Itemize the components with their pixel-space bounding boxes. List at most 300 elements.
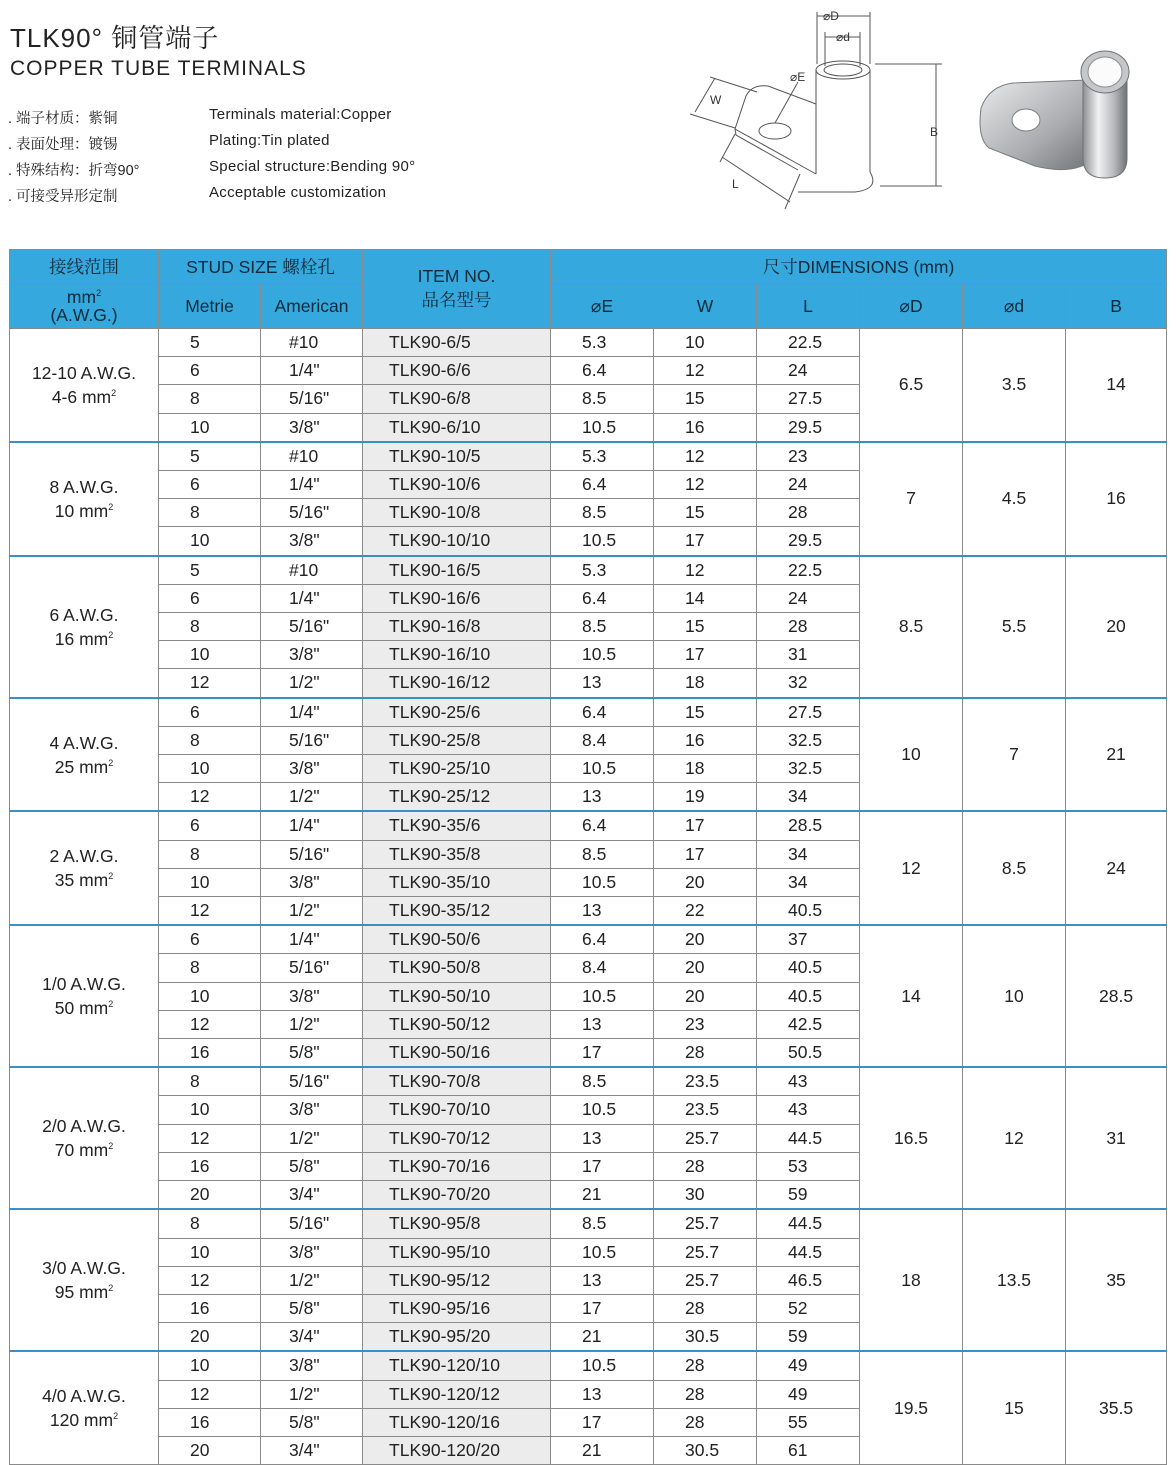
feature-en-custom: Acceptable customization [209, 184, 387, 201]
cell-item-no: TLK90-10/8 [363, 499, 551, 527]
cell-L: 22.5 [757, 329, 860, 357]
cell-dia-D: 18 [860, 1209, 963, 1351]
cell-metric: 5 [159, 556, 261, 585]
header-range: 接线范围 [10, 250, 159, 284]
cell-metric: 8 [159, 613, 261, 641]
cell-american: 1/4" [261, 698, 363, 727]
range-mm: 120 mm [49, 1410, 114, 1431]
cell-metric: 8 [159, 954, 261, 982]
cell-american: 5/16" [261, 1067, 363, 1096]
header-range-sup: 2 [96, 288, 102, 298]
header-metric: Metrie [159, 284, 261, 329]
cell-american: 3/4" [261, 1436, 363, 1464]
cell-L: 40.5 [757, 954, 860, 982]
cell-B: 35 [1066, 1209, 1167, 1351]
cell-W: 16 [654, 413, 757, 442]
range-awg: 4/0 A.W.G. [42, 1386, 126, 1407]
table-row [10, 811, 1167, 840]
cell-W: 12 [654, 471, 757, 499]
range-awg: 1/0 A.W.G. [42, 974, 126, 995]
cell-L: 28 [757, 499, 860, 527]
cell-dia-d: 3.5 [963, 329, 1066, 442]
cell-item-no: TLK90-6/5 [363, 329, 551, 357]
range-mm: 50 mm [54, 998, 109, 1019]
cell-dia-E: 6.4 [551, 698, 654, 727]
cell-W: 25.7 [654, 1266, 757, 1294]
cell-dia-d: 10 [963, 925, 1066, 1067]
range-awg: 4 A.W.G. [49, 732, 119, 753]
range-mm: 25 mm [54, 756, 109, 777]
cell-dia-D: 14 [860, 925, 963, 1067]
cell-dia-d: 4.5 [963, 442, 1066, 556]
cell-item-no: TLK90-70/8 [363, 1067, 551, 1096]
cell-L: 44.5 [757, 1124, 860, 1152]
cell-metric: 10 [159, 413, 261, 442]
range-mm: 16 mm [54, 628, 109, 649]
header-W: W [654, 284, 757, 329]
cell-metric: 20 [159, 1323, 261, 1352]
header-range-mm: mm [66, 287, 97, 307]
diagram-label-B: B [930, 125, 939, 139]
header-item-cn: 品名型号 [421, 290, 492, 310]
cell-metric: 10 [159, 527, 261, 556]
cell-B: 20 [1066, 556, 1167, 698]
feature-en-structure: Special structure:Bending 90° [209, 158, 416, 175]
cell-B: 35.5 [1066, 1351, 1167, 1464]
cell-item-no: TLK90-70/16 [363, 1152, 551, 1180]
cell-american: 3/8" [261, 413, 363, 442]
cell-range [10, 698, 159, 812]
table-row [10, 698, 1167, 727]
cell-W: 17 [654, 811, 757, 840]
cell-american: 3/8" [261, 641, 363, 669]
cell-B: 16 [1066, 442, 1167, 556]
range-mm-line [10, 755, 158, 779]
cell-american: 3/8" [261, 1238, 363, 1266]
cell-L: 32 [757, 669, 860, 698]
terminal-dimension-diagram [680, 4, 950, 226]
range-mm: 35 mm [54, 870, 109, 891]
cell-dia-E: 8.5 [551, 1067, 654, 1096]
cell-dia-E: 8.4 [551, 954, 654, 982]
cell-W: 18 [654, 669, 757, 698]
cell-dia-E: 13 [551, 669, 654, 698]
cell-L: 29.5 [757, 413, 860, 442]
header-item-no [363, 250, 551, 329]
cell-range [10, 925, 159, 1067]
range-mm-line [10, 868, 158, 892]
range-mm-line [10, 996, 158, 1020]
cell-dia-D: 16.5 [860, 1067, 963, 1209]
cell-W: 28 [654, 1380, 757, 1408]
cell-item-no: TLK90-120/20 [363, 1436, 551, 1464]
cell-W: 20 [654, 954, 757, 982]
cell-L: 59 [757, 1323, 860, 1352]
cell-dia-E: 6.4 [551, 925, 654, 954]
cell-W: 25.7 [654, 1238, 757, 1266]
cell-american: 5/16" [261, 1209, 363, 1238]
cell-dia-D: 12 [860, 811, 963, 925]
cell-dia-E: 5.3 [551, 442, 654, 471]
range-awg: 8 A.W.G. [49, 476, 119, 497]
cell-item-no: TLK90-16/8 [363, 613, 551, 641]
cell-american: 5/8" [261, 1408, 363, 1436]
cell-item-no: TLK90-120/12 [363, 1380, 551, 1408]
cell-metric: 10 [159, 868, 261, 896]
cell-W: 12 [654, 442, 757, 471]
cell-dia-E: 10.5 [551, 527, 654, 556]
cell-W: 30 [654, 1181, 757, 1210]
cell-metric: 16 [159, 1039, 261, 1068]
range-awg: 6 A.W.G. [49, 604, 119, 625]
cell-L: 43 [757, 1096, 860, 1124]
cell-item-no: TLK90-35/12 [363, 897, 551, 926]
table-row [10, 329, 1167, 357]
cell-american: 3/4" [261, 1323, 363, 1352]
cell-metric: 12 [159, 783, 261, 812]
range-mm: 70 mm [54, 1140, 109, 1161]
cell-W: 12 [654, 357, 757, 385]
cell-american: 5/8" [261, 1152, 363, 1180]
range-mm: 10 mm [54, 500, 109, 521]
cell-metric: 6 [159, 698, 261, 727]
header-range-awg: (A.W.G.) [50, 305, 118, 325]
header-american: American [261, 284, 363, 329]
cell-dia-E: 6.4 [551, 471, 654, 499]
cell-item-no: TLK90-35/8 [363, 840, 551, 868]
cell-L: 55 [757, 1408, 860, 1436]
cell-metric: 12 [159, 1266, 261, 1294]
cell-L: 34 [757, 840, 860, 868]
cell-metric: 16 [159, 1408, 261, 1436]
cell-american: 5/16" [261, 499, 363, 527]
cell-item-no: TLK90-50/12 [363, 1010, 551, 1038]
cell-W: 15 [654, 698, 757, 727]
cell-item-no: TLK90-25/12 [363, 783, 551, 812]
cell-dia-E: 10.5 [551, 413, 654, 442]
cell-metric: 8 [159, 1067, 261, 1096]
cell-metric: 10 [159, 1351, 261, 1380]
cell-W: 23 [654, 1010, 757, 1038]
cell-american: 1/2" [261, 1266, 363, 1294]
cell-item-no: TLK90-50/16 [363, 1039, 551, 1068]
cell-metric: 12 [159, 897, 261, 926]
cell-american: #10 [261, 442, 363, 471]
cell-metric: 5 [159, 442, 261, 471]
cell-dia-E: 13 [551, 1266, 654, 1294]
cell-W: 28 [654, 1294, 757, 1322]
cell-item-no: TLK90-35/10 [363, 868, 551, 896]
cell-american: 1/4" [261, 811, 363, 840]
cell-W: 17 [654, 641, 757, 669]
cell-item-no: TLK90-50/8 [363, 954, 551, 982]
cell-metric: 10 [159, 982, 261, 1010]
cell-dia-E: 10.5 [551, 1096, 654, 1124]
feature-cn-custom: . 可接受异形定制 [8, 189, 118, 205]
cell-metric: 6 [159, 584, 261, 612]
cell-item-no: TLK90-120/10 [363, 1351, 551, 1380]
cell-dia-E: 13 [551, 783, 654, 812]
cell-american: 3/8" [261, 1096, 363, 1124]
header-L: L [757, 284, 860, 329]
cell-W: 30.5 [654, 1436, 757, 1464]
spec-table-body [10, 329, 1167, 1465]
range-mm-line [10, 1280, 158, 1304]
range-mm-line [10, 1408, 158, 1432]
cell-american: 5/16" [261, 613, 363, 641]
header-dimensions: 尺寸DIMENSIONS (mm) [551, 250, 1167, 284]
cell-dia-E: 17 [551, 1152, 654, 1180]
cell-american: 3/8" [261, 527, 363, 556]
header-dia-d: ⌀d [963, 284, 1066, 329]
cell-american: #10 [261, 329, 363, 357]
cell-item-no: TLK90-16/6 [363, 584, 551, 612]
cell-B: 14 [1066, 329, 1167, 442]
cell-american: 1/4" [261, 925, 363, 954]
range-mm-sup: 2 [108, 871, 114, 882]
header-dia-D: ⌀D [860, 284, 963, 329]
cell-L: 49 [757, 1380, 860, 1408]
range-mm-line [10, 385, 158, 409]
cell-L: 40.5 [757, 897, 860, 926]
cell-metric: 6 [159, 357, 261, 385]
cell-dia-E: 13 [551, 1010, 654, 1038]
cell-range [10, 1351, 159, 1464]
cell-W: 15 [654, 613, 757, 641]
cell-dia-E: 6.4 [551, 357, 654, 385]
cell-american: 3/8" [261, 868, 363, 896]
cell-american: 5/16" [261, 726, 363, 754]
cell-L: 28.5 [757, 811, 860, 840]
range-awg: 3/0 A.W.G. [42, 1258, 126, 1279]
range-mm-sup: 2 [108, 1141, 114, 1152]
cell-L: 29.5 [757, 527, 860, 556]
cell-item-no: TLK90-6/10 [363, 413, 551, 442]
cell-W: 18 [654, 755, 757, 783]
cell-item-no: TLK90-16/5 [363, 556, 551, 585]
table-row [10, 442, 1167, 471]
cell-american: 5/8" [261, 1039, 363, 1068]
cell-L: 46.5 [757, 1266, 860, 1294]
cell-american: 3/8" [261, 755, 363, 783]
cell-item-no: TLK90-6/6 [363, 357, 551, 385]
cell-metric: 10 [159, 755, 261, 783]
cell-dia-D: 10 [860, 698, 963, 812]
cell-dia-d: 8.5 [963, 811, 1066, 925]
feature-en-plating: Plating:Tin plated [209, 132, 330, 149]
table-row [10, 1209, 1167, 1238]
cell-dia-d: 13.5 [963, 1209, 1066, 1351]
cell-american: 5/16" [261, 840, 363, 868]
cell-W: 23.5 [654, 1067, 757, 1096]
cell-dia-E: 8.5 [551, 499, 654, 527]
range-mm-sup: 2 [113, 1411, 119, 1422]
cell-W: 16 [654, 726, 757, 754]
header-stud-size: STUD SIZE 螺栓孔 [159, 250, 363, 284]
cell-american: 1/2" [261, 1124, 363, 1152]
cell-W: 28 [654, 1039, 757, 1068]
cell-metric: 12 [159, 669, 261, 698]
cell-dia-E: 8.5 [551, 613, 654, 641]
cell-american: 5/16" [261, 385, 363, 413]
cell-metric: 12 [159, 1010, 261, 1038]
cell-L: 24 [757, 471, 860, 499]
diagram-label-E: ⌀E [790, 70, 806, 84]
cell-W: 28 [654, 1408, 757, 1436]
cell-metric: 8 [159, 726, 261, 754]
range-mm-line [10, 1138, 158, 1162]
cell-item-no: TLK90-35/6 [363, 811, 551, 840]
cell-W: 14 [654, 584, 757, 612]
cell-metric: 16 [159, 1152, 261, 1180]
cell-item-no: TLK90-95/16 [363, 1294, 551, 1322]
cell-L: 59 [757, 1181, 860, 1210]
cell-american: 5/8" [261, 1294, 363, 1322]
cell-item-no: TLK90-16/12 [363, 669, 551, 698]
cell-W: 15 [654, 385, 757, 413]
cell-W: 20 [654, 925, 757, 954]
range-mm-sup: 2 [108, 757, 114, 768]
cell-B: 31 [1066, 1067, 1167, 1209]
cell-metric: 20 [159, 1436, 261, 1464]
diagram-label-D: ⌀D [823, 9, 839, 23]
cell-L: 34 [757, 783, 860, 812]
cell-american: 1/4" [261, 357, 363, 385]
range-awg: 12-10 A.W.G. [31, 362, 137, 383]
cell-dia-D: 6.5 [860, 329, 963, 442]
cell-item-no: TLK90-50/10 [363, 982, 551, 1010]
cell-L: 49 [757, 1351, 860, 1380]
page-title: TLK90° 铜管端子 [10, 23, 220, 53]
cell-L: 52 [757, 1294, 860, 1322]
cell-B: 28.5 [1066, 925, 1167, 1067]
cell-L: 24 [757, 584, 860, 612]
cell-W: 15 [654, 499, 757, 527]
range-awg: 2/0 A.W.G. [42, 1116, 126, 1137]
cell-american: #10 [261, 556, 363, 585]
cell-dia-E: 6.4 [551, 811, 654, 840]
cell-L: 22.5 [757, 556, 860, 585]
cell-american: 1/4" [261, 471, 363, 499]
cell-dia-E: 21 [551, 1181, 654, 1210]
cell-dia-E: 17 [551, 1408, 654, 1436]
cell-dia-E: 13 [551, 897, 654, 926]
cell-W: 17 [654, 527, 757, 556]
range-mm-sup: 2 [111, 387, 117, 398]
cell-item-no: TLK90-70/10 [363, 1096, 551, 1124]
cell-metric: 12 [159, 1124, 261, 1152]
table-row [10, 925, 1167, 954]
cell-item-no: TLK90-25/6 [363, 698, 551, 727]
cell-item-no: TLK90-120/16 [363, 1408, 551, 1436]
cell-L: 53 [757, 1152, 860, 1180]
cell-dia-E: 21 [551, 1436, 654, 1464]
cell-dia-E: 8.5 [551, 385, 654, 413]
range-mm-sup: 2 [108, 1283, 114, 1294]
cell-L: 44.5 [757, 1238, 860, 1266]
range-mm-sup: 2 [108, 501, 114, 512]
cell-dia-D: 7 [860, 442, 963, 556]
feature-cn-structure: . 特殊结构：折弯90° [8, 163, 140, 179]
cell-dia-E: 5.3 [551, 556, 654, 585]
cell-metric: 8 [159, 840, 261, 868]
cell-W: 28 [654, 1351, 757, 1380]
cell-W: 20 [654, 868, 757, 896]
cell-W: 28 [654, 1152, 757, 1180]
cell-item-no: TLK90-95/8 [363, 1209, 551, 1238]
cell-W: 22 [654, 897, 757, 926]
cell-dia-E: 8.4 [551, 726, 654, 754]
cell-L: 28 [757, 613, 860, 641]
cell-L: 32.5 [757, 726, 860, 754]
cell-item-no: TLK90-95/12 [363, 1266, 551, 1294]
cell-item-no: TLK90-70/12 [363, 1124, 551, 1152]
cell-W: 12 [654, 556, 757, 585]
cell-dia-E: 21 [551, 1323, 654, 1352]
header-B: B [1066, 284, 1167, 329]
cell-metric: 6 [159, 925, 261, 954]
cell-L: 32.5 [757, 755, 860, 783]
cell-dia-E: 13 [551, 1124, 654, 1152]
cell-american: 1/2" [261, 897, 363, 926]
cell-american: 3/4" [261, 1181, 363, 1210]
cell-metric: 8 [159, 499, 261, 527]
cell-metric: 10 [159, 1096, 261, 1124]
cell-dia-E: 17 [551, 1294, 654, 1322]
cell-american: 1/4" [261, 584, 363, 612]
cell-item-no: TLK90-95/20 [363, 1323, 551, 1352]
cell-W: 19 [654, 783, 757, 812]
cell-item-no: TLK90-16/10 [363, 641, 551, 669]
cell-dia-E: 10.5 [551, 641, 654, 669]
cell-dia-E: 10.5 [551, 982, 654, 1010]
cell-range [10, 811, 159, 925]
cell-dia-d: 7 [963, 698, 1066, 812]
cell-L: 23 [757, 442, 860, 471]
header-dia-E: ⌀E [551, 284, 654, 329]
cell-american: 1/2" [261, 1010, 363, 1038]
cell-L: 44.5 [757, 1209, 860, 1238]
cell-item-no: TLK90-50/6 [363, 925, 551, 954]
cell-W: 25.7 [654, 1209, 757, 1238]
cell-L: 42.5 [757, 1010, 860, 1038]
cell-metric: 20 [159, 1181, 261, 1210]
range-mm: 4-6 mm [51, 386, 112, 407]
cell-dia-d: 15 [963, 1351, 1066, 1464]
cell-dia-E: 5.3 [551, 329, 654, 357]
cell-L: 43 [757, 1067, 860, 1096]
cell-W: 10 [654, 329, 757, 357]
range-mm: 95 mm [54, 1282, 109, 1303]
cell-dia-E: 17 [551, 1039, 654, 1068]
diagram-label-W: W [710, 93, 722, 107]
cell-L: 61 [757, 1436, 860, 1464]
cell-dia-E: 10.5 [551, 755, 654, 783]
cell-metric: 5 [159, 329, 261, 357]
cell-L: 31 [757, 641, 860, 669]
cell-american: 1/2" [261, 783, 363, 812]
cell-metric: 6 [159, 811, 261, 840]
cell-item-no: TLK90-25/10 [363, 755, 551, 783]
cell-W: 25.7 [654, 1124, 757, 1152]
range-mm-sup: 2 [108, 999, 114, 1010]
cell-L: 37 [757, 925, 860, 954]
cell-item-no: TLK90-25/8 [363, 726, 551, 754]
cell-B: 24 [1066, 811, 1167, 925]
cell-L: 40.5 [757, 982, 860, 1010]
cell-range [10, 329, 159, 442]
cell-item-no: TLK90-10/6 [363, 471, 551, 499]
